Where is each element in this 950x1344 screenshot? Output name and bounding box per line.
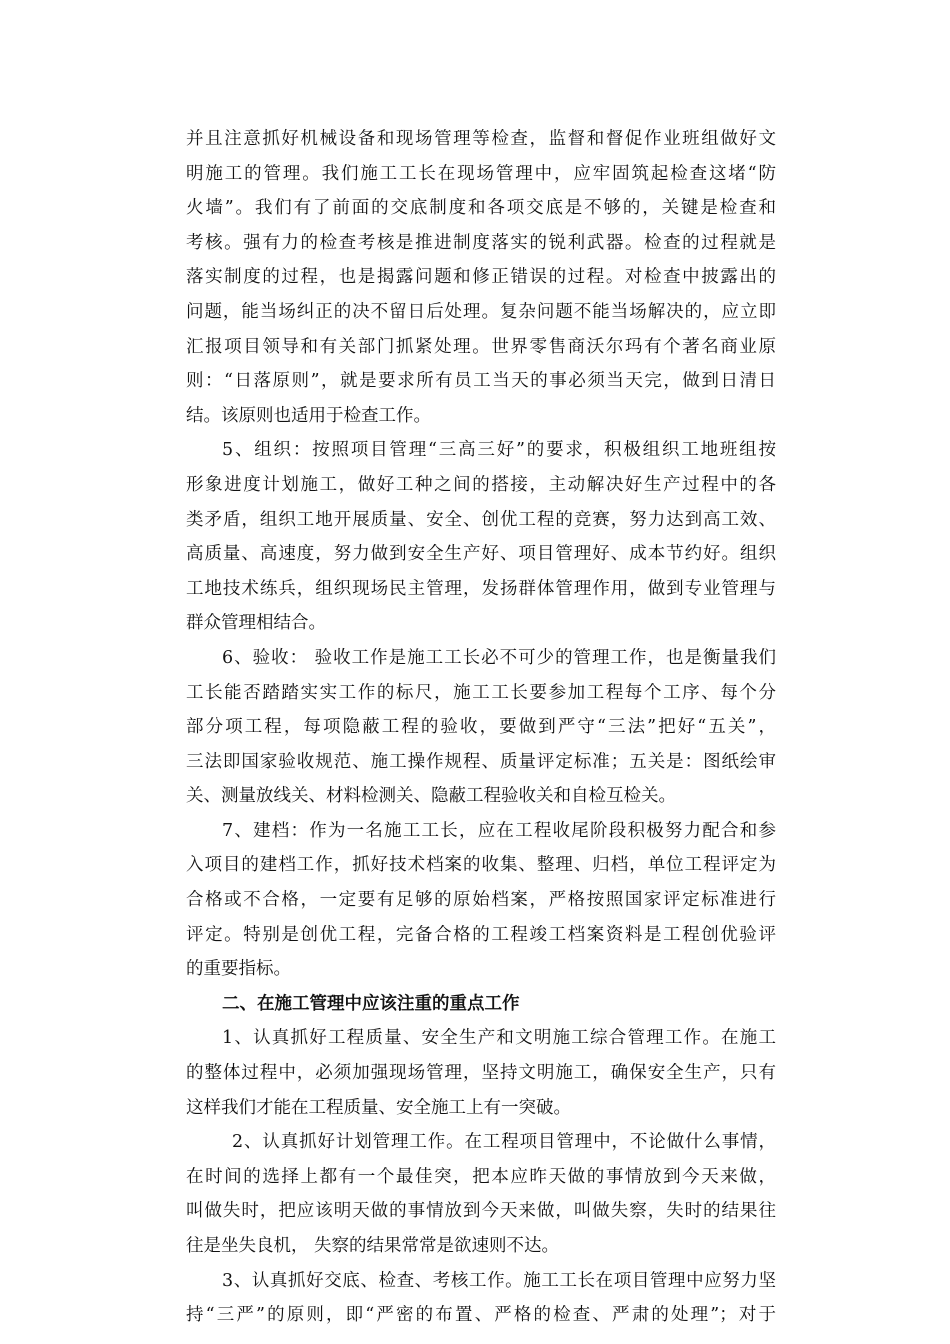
text-line: 叫做失时，把应该明天做的事情放到今天来做，叫做失察，失时的结果往 [186, 1201, 776, 1222]
text-line: 合格或不合格，一定要有足够的原始档案，严格按照国家评定标准进行 [186, 890, 776, 911]
document-body [186, 122, 776, 1333]
text-line: 入项目的建档工作，抓好技术档案的收集、整理、归档，单位工程评定为 [186, 855, 776, 876]
text-line: 的整体过程中，必须加强现场管理，坚持文明施工，确保安全生产，只有 [186, 1063, 776, 1084]
paragraph-last-line: 的重要指标。 [186, 959, 291, 980]
text-line: 汇报项目领导和有关部门抓紧处理。世界零售商沃尔玛有个著名商业原 [186, 336, 776, 357]
text-line: 形象进度计划施工，做好工种之间的搭接，主动解决好生产过程中的各 [186, 474, 776, 495]
text-line: 三法即国家验收规范、施工操作规程、质量评定标准；五关是：图纸绘审 [186, 751, 776, 772]
text-line: 问题，能当场纠正的决不留日后处理。复杂问题不能当场解决的，应立即 [186, 301, 776, 322]
text-line: 持“三严”的原则，即“严密的布置、严格的检查、严肃的处理”；对于 [186, 1305, 776, 1326]
paragraph-first-line: 7、建档：作为一名施工工长，应在工程收尾阶段积极努力配合和参 [222, 820, 776, 841]
text-line: 考核。强有力的检查考核是推进制度落实的锐利武器。检查的过程就是 [186, 232, 776, 253]
text-line: 工地技术练兵，组织现场民主管理，发扬群体管理作用，做到专业管理与 [186, 578, 776, 599]
text-line: 评定。特别是创优工程，完备合格的工程竣工档案资料是工程创优验评 [186, 924, 776, 945]
paragraph-last-line: 这样我们才能在工程质量、安全施工上有一突破。 [186, 1097, 571, 1118]
paragraph-last-line: 往是坐失良机， 失察的结果常常是欲速则不达。 [186, 1236, 560, 1256]
paragraph-last-line: 关、测量放线关、材料检测关、隐蔽工程验收关和自检互检关。 [186, 786, 676, 807]
paragraph-first-line: 6、验收： 验收工作是施工工长必不可少的管理工作，也是衡量我们 [222, 647, 776, 668]
paragraph-first-line: 1、认真抓好工程质量、安全生产和文明施工综合管理工作。在施工 [222, 1028, 776, 1049]
text-line: 高质量、高速度，努力做到安全生产好、项目管理好、成本节约好。组织 [186, 544, 776, 565]
text-line: 落实制度的过程，也是揭露问题和修正错误的过程。对检查中披露出的 [186, 267, 776, 288]
text-line: 则：“日落原则”，就是要求所有员工当天的事必须当天完，做到日清日 [186, 371, 776, 392]
text-line: 工长能否踏踏实实工作的标尺，施工工长要参加工程每个工序、每个分 [186, 682, 776, 703]
text-line: 在时间的选择上都有一个最佳突，把本应昨天做的事情放到今天来做， [186, 1166, 776, 1187]
paragraph-last-line: 结。该原则也适用于检查工作。 [186, 405, 431, 426]
text-line: 并且注意抓好机械设备和现场管理等检查，监督和督促作业班组做好文 [186, 129, 776, 149]
paragraph-first-line: 5、组织：按照项目管理“三高三好”的要求，积极组织工地班组按 [222, 440, 776, 461]
paragraph-first-line: 2、认真抓好计划管理工作。在工程项目管理中，不论做什么事情， [232, 1132, 776, 1153]
text-line: 类矛盾，组织工地开展质量、安全、创优工程的竞赛，努力达到高工效、 [186, 509, 776, 530]
text-line: 火墙”。我们有了前面的交底制度和各项交底是不够的，关键是检查和 [186, 198, 776, 219]
text-line: 明施工的管理。我们施工工长在现场管理中，应牢固筑起检查这堵“防 [186, 163, 776, 184]
section-heading: 二、在施工管理中应该注重的重点工作 [222, 993, 520, 1014]
text-line: 部分项工程，每项隐蔽工程的验收，要做到严守“三法”把好“五关”， [186, 717, 776, 738]
paragraph-first-line: 3、认真抓好交底、检查、考核工作。施工工长在项目管理中应努力坚 [222, 1270, 776, 1291]
paragraph-last-line: 群众管理相结合。 [186, 613, 326, 634]
